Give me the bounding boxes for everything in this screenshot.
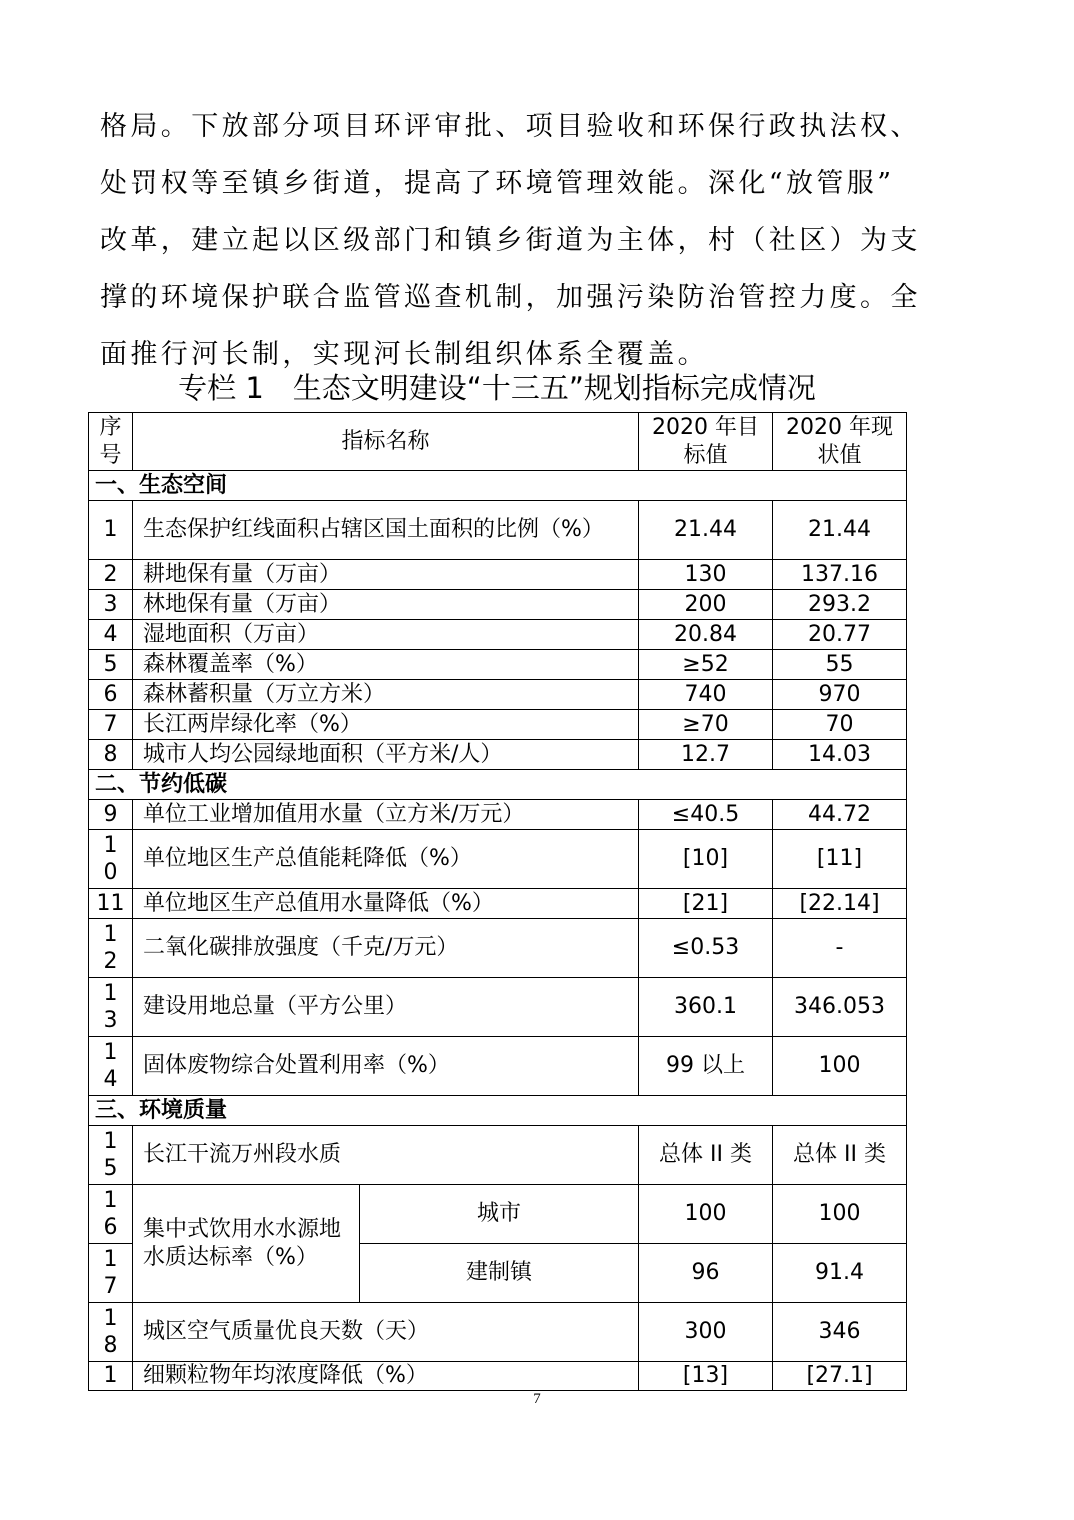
row-target: ≤0.53 — [639, 919, 773, 978]
row-actual: 100 — [773, 1037, 907, 1096]
row-name: 森林覆盖率（%） — [133, 650, 639, 680]
row-actual: 137.16 — [773, 560, 907, 590]
row-no: 11 — [89, 889, 133, 919]
paragraph-line: 面推行河长制，实现河长制组织体系全覆盖。 — [100, 339, 708, 370]
row-target: ≤40.5 — [639, 800, 773, 830]
row-name: 生态保护红线面积占辖区国土面积的比例（%） — [133, 501, 639, 560]
header-actual: 2020 年现 状值 — [773, 413, 907, 471]
row-name: 集中式饮用水水源地水质达标率（%） — [133, 1185, 360, 1303]
section-title: 二、节约低碳 — [89, 770, 907, 800]
row-actual: 21.44 — [773, 501, 907, 560]
row-actual: 44.72 — [773, 800, 907, 830]
row-name: 城区空气质量优良天数（天） — [133, 1303, 639, 1362]
table-row — [89, 1362, 907, 1391]
row-no: 8 — [89, 740, 133, 770]
row-target: 130 — [639, 560, 773, 590]
row-name: 湿地面积（万亩） — [133, 620, 639, 650]
row-actual: [11] — [773, 830, 907, 889]
row-no: 4 — [89, 620, 133, 650]
row-no: 1 6 — [89, 1185, 133, 1244]
body-paragraph — [100, 98, 930, 383]
table-row — [89, 1303, 907, 1362]
table-row — [89, 710, 907, 740]
table-row — [89, 740, 907, 770]
row-actual: 14.03 — [773, 740, 907, 770]
row-target: 360.1 — [639, 978, 773, 1037]
table-row — [89, 919, 907, 978]
row-no: 1 4 — [89, 1037, 133, 1096]
row-target: 100 — [639, 1185, 773, 1244]
row-name: 建设用地总量（平方公里） — [133, 978, 639, 1037]
row-no: 1 3 — [89, 978, 133, 1037]
section-title: 三、环境质量 — [89, 1096, 907, 1126]
row-name: 长江两岸绿化率（%） — [133, 710, 639, 740]
row-no: 1 — [89, 1362, 133, 1391]
table-row — [89, 590, 907, 620]
row-actual: - — [773, 919, 907, 978]
row-actual: [22.14] — [773, 889, 907, 919]
table-row — [89, 1185, 907, 1244]
row-target: [21] — [639, 889, 773, 919]
paragraph-line: 改革，建立起以区级部门和镇乡街道为主体，村（社区）为支 — [100, 225, 921, 256]
table-row — [89, 889, 907, 919]
table-row — [89, 1037, 907, 1096]
section-row — [89, 471, 907, 501]
paragraph-line: 处罚权等至镇乡街道，提高了环境管理效能。深化“放管服” — [100, 168, 895, 199]
row-no: 5 — [89, 650, 133, 680]
row-name: 二氧化碳排放强度（千克/万元） — [133, 919, 639, 978]
page-number: 7 — [533, 1391, 541, 1407]
row-name: 单位工业增加值用水量（立方米/万元） — [133, 800, 639, 830]
row-target: 12.7 — [639, 740, 773, 770]
row-actual: 70 — [773, 710, 907, 740]
row-target: 21.44 — [639, 501, 773, 560]
row-name: 耕地保有量（万亩） — [133, 560, 639, 590]
row-no: 9 — [89, 800, 133, 830]
section-row — [89, 770, 907, 800]
row-no: 1 0 — [89, 830, 133, 889]
table-row — [89, 680, 907, 710]
row-target: 总体 II 类 — [639, 1126, 773, 1185]
row-target: 200 — [639, 590, 773, 620]
table-row — [89, 830, 907, 889]
table-row — [89, 800, 907, 830]
row-no: 1 8 — [89, 1303, 133, 1362]
row-target: [10] — [639, 830, 773, 889]
indicator-table — [88, 412, 907, 1391]
header-target: 2020 年目 标值 — [639, 413, 773, 471]
paragraph-line: 格局。下放部分项目环评审批、项目验收和环保行政执法权、 — [100, 111, 921, 142]
row-no: 2 — [89, 560, 133, 590]
table-row — [89, 650, 907, 680]
row-actual: 346.053 — [773, 978, 907, 1037]
row-no: 3 — [89, 590, 133, 620]
row-actual: 293.2 — [773, 590, 907, 620]
row-name: 长江干流万州段水质 — [133, 1126, 639, 1185]
header-no: 序 号 — [89, 413, 133, 471]
row-name: 单位地区生产总值能耗降低（%） — [133, 830, 639, 889]
row-target: 20.84 — [639, 620, 773, 650]
section-row — [89, 1096, 907, 1126]
row-actual: 20.77 — [773, 620, 907, 650]
row-actual: 91.4 — [773, 1244, 907, 1303]
row-target: 740 — [639, 680, 773, 710]
row-target: 99 以上 — [639, 1037, 773, 1096]
row-target: ≥70 — [639, 710, 773, 740]
row-name: 固体废物综合处置利用率（%） — [133, 1037, 639, 1096]
row-no: 6 — [89, 680, 133, 710]
table-row — [89, 620, 907, 650]
row-actual: [27.1] — [773, 1362, 907, 1391]
row-name: 细颗粒物年均浓度降低（%） — [133, 1362, 639, 1391]
row-name: 森林蓄积量（万立方米） — [133, 680, 639, 710]
row-subname: 城市 — [360, 1185, 639, 1244]
row-target: 300 — [639, 1303, 773, 1362]
row-actual: 346 — [773, 1303, 907, 1362]
row-no: 1 7 — [89, 1244, 133, 1303]
table-title: 专栏 1 生态文明建设“十三五”规划指标完成情况 — [178, 371, 816, 405]
table-header-row — [89, 413, 907, 471]
row-no: 1 2 — [89, 919, 133, 978]
row-no: 7 — [89, 710, 133, 740]
row-no: 1 5 — [89, 1126, 133, 1185]
row-actual: 100 — [773, 1185, 907, 1244]
table-row — [89, 1126, 907, 1185]
table-row — [89, 560, 907, 590]
paragraph-line: 撑的环境保护联合监管巡查机制，加强污染防治管控力度。全 — [100, 282, 921, 313]
table-row — [89, 501, 907, 560]
row-no: 1 — [89, 501, 133, 560]
table-row — [89, 978, 907, 1037]
row-actual: 970 — [773, 680, 907, 710]
header-name: 指标名称 — [133, 413, 639, 471]
section-title: 一、生态空间 — [89, 471, 907, 501]
row-target: ≥52 — [639, 650, 773, 680]
row-name: 城市人均公园绿地面积（平方米/人） — [133, 740, 639, 770]
row-actual: 55 — [773, 650, 907, 680]
row-name: 林地保有量（万亩） — [133, 590, 639, 620]
row-target: [13] — [639, 1362, 773, 1391]
row-name: 单位地区生产总值用水量降低（%） — [133, 889, 639, 919]
row-subname: 建制镇 — [360, 1244, 639, 1303]
row-target: 96 — [639, 1244, 773, 1303]
row-actual: 总体 II 类 — [773, 1126, 907, 1185]
